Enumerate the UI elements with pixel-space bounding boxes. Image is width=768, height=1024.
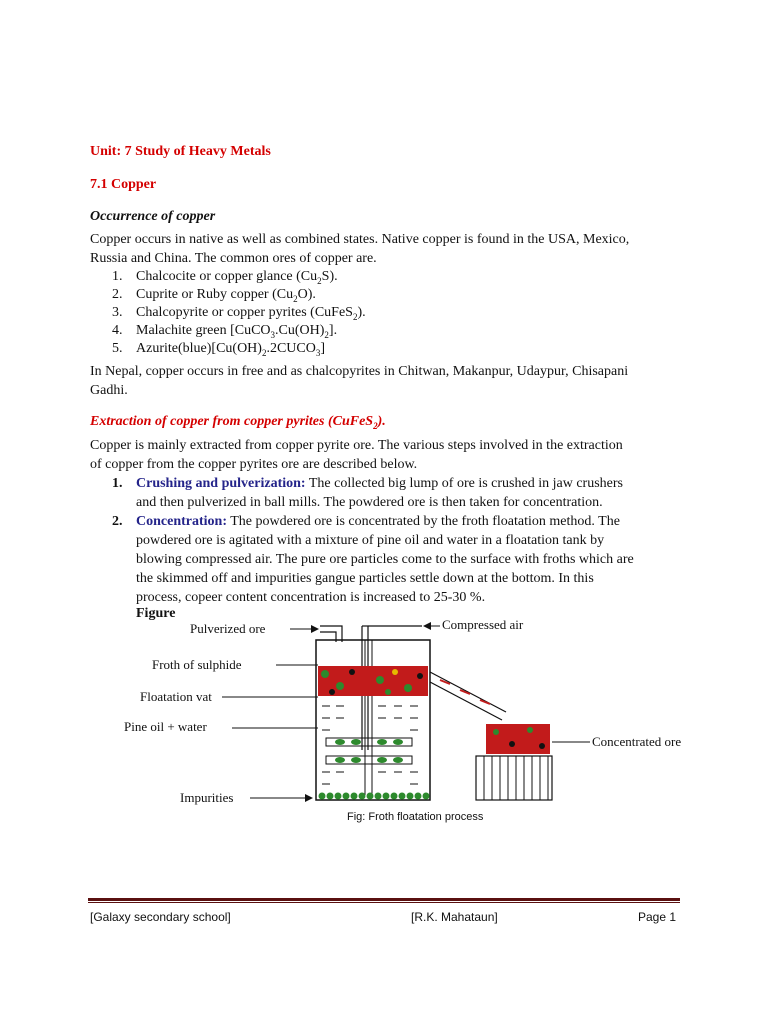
- footer-school: [Galaxy secondary school]: [90, 910, 231, 924]
- froth-layer: [318, 666, 428, 696]
- ore-item: 2. Cuprite or Ruby copper $(Cu_2O)$.: [112, 287, 316, 304]
- label-pine-oil: Pine oil + water: [124, 719, 207, 734]
- ore-item: 3. Chalcopyrite or copper pyrites (CuFeS$_2$).: [112, 305, 366, 322]
- impurities-layer: [319, 793, 430, 800]
- ore-item: 1. Chalcocite or copper glance $(Cu_2S)$.: [112, 269, 338, 286]
- footer-page: Page 1: [638, 910, 677, 924]
- floatation-tank: [316, 640, 430, 800]
- concentrate-container: [476, 724, 552, 800]
- extraction-intro-line: Copper is mainly extracted from copper pyrite ore. The various steps involved in the extraction: [90, 438, 623, 453]
- extraction-title: Extraction of copper from copper pyrites (CuFeS$_2$).: [90, 414, 386, 431]
- label-pulverized-ore: Pulverized ore: [190, 621, 266, 636]
- label-impurities: Impurities: [180, 790, 234, 805]
- ore-list: [112, 268, 672, 358]
- nepal-line: Gadhi.: [90, 383, 128, 398]
- footer-author: [R.K. Mahataun]: [411, 910, 498, 924]
- footer-rule: [88, 898, 680, 901]
- occurrence-intro-line: Russia and China. The common ores of copper are.: [90, 251, 377, 266]
- step-number: 1.: [112, 476, 123, 491]
- unit-heading: Unit: 7 Study of Heavy Metals: [90, 144, 271, 159]
- label-floatation-vat: Floatation vat: [140, 689, 212, 704]
- label-compressed-air: Compressed air: [442, 617, 524, 632]
- liquid-lines: [322, 706, 418, 784]
- froth-floatation-diagram: [0, 600, 768, 815]
- occurrence-title: Occurrence of copper: [90, 209, 216, 224]
- step-number: 2.: [112, 514, 123, 529]
- extraction-intro-line: of copper from the copper pyrites ore are described below.: [90, 457, 418, 472]
- step-1: 1. Crushing and pulverization: The collected big lump of ore is crushed in jaw crushers and then pulverized in ball mills. The powdered ore is then taken for concentration.: [112, 476, 623, 510]
- overflow-chute: [430, 672, 506, 720]
- label-concentrated-ore: Concentrated ore: [592, 734, 682, 749]
- occurrence-intro-line: Copper occurs in native as well as combined states. Native copper is found in the USA, Mexico,: [90, 232, 630, 247]
- nepal-line: In Nepal, copper occurs in free and as chalcopyrites in Chitwan, Makanpur, Udaypur, Chisapani: [90, 364, 629, 379]
- nepal-paragraph: [90, 362, 678, 400]
- extraction-intro: [90, 436, 678, 474]
- figure-caption: Fig: Froth floatation process: [347, 811, 484, 823]
- occurrence-intro: [90, 230, 678, 268]
- figure-label: Figure: [136, 606, 176, 621]
- section-heading: 7.1 Copper: [90, 177, 157, 192]
- ore-item: 5. $Azurite(blue)[Cu(OH)_2.2CUCO_3]$: [112, 341, 326, 358]
- label-froth: Froth of sulphide: [152, 657, 242, 672]
- step-2: 2. Concentration: The powdered ore is concentrated by the froth floatation method. The powdered ore is agitated with a mixture of pine oil and water in a floatation tank by blowing compressed air. The pure ore particles come to the surface with froths which are the skimmed off and impurities gangue particles settle down at the bottom. In this process, copeer content concentration is increased to 25-30 %.: [112, 514, 634, 605]
- step-title: Crushing and pulverization:: [136, 476, 306, 491]
- step-title: Concentration:: [136, 514, 227, 529]
- agitator-paddles: [326, 738, 412, 764]
- ore-item: 4. Malachite green $[CuCO_3.Cu(OH)_2]$.: [112, 323, 338, 340]
